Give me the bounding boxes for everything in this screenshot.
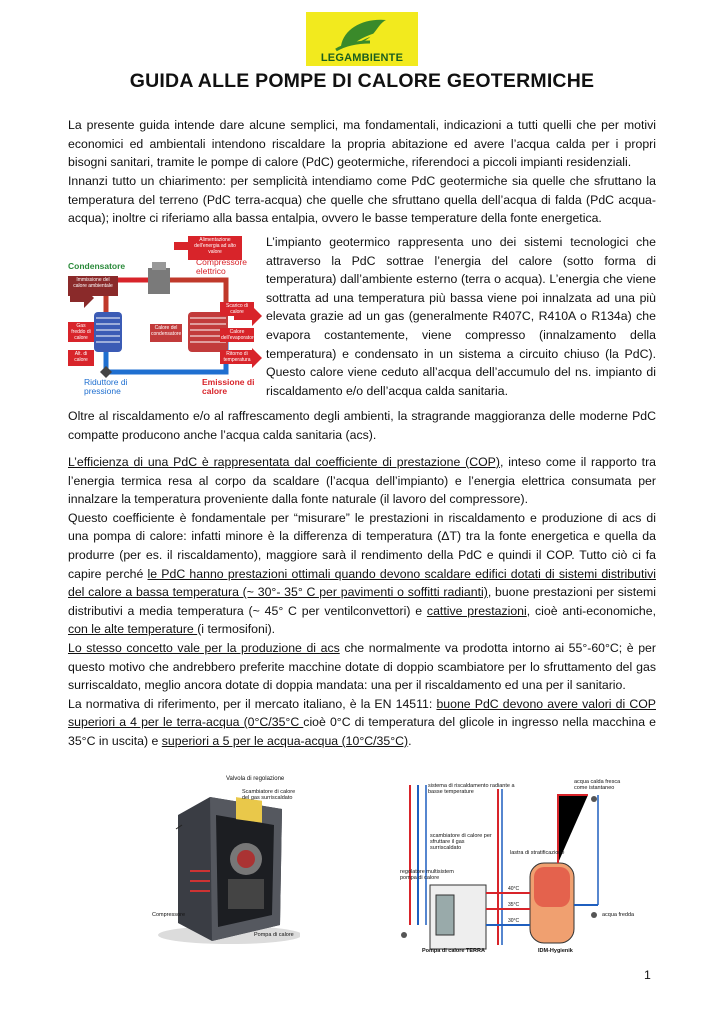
cop-text-4: , cioè anti-economiche,: [526, 603, 656, 618]
label-condensatore: Condensatore: [68, 261, 126, 271]
label-idm: IDM-Hygienik: [538, 948, 573, 954]
label-valvola: Valvola di regolazione: [226, 776, 285, 782]
label-compressore: Compressore elettrico: [196, 257, 248, 276]
system-schematic-graphic: [398, 775, 638, 955]
page-number: 1: [644, 968, 651, 982]
cop-underline-6: buone PdC devono avere valori di COP superiori a 4 per le terra-acqua (0°C/35°C: [68, 696, 656, 730]
cop-text-7: La normativa di riferimento, per il mercato italiano, è la EN 14511:: [68, 696, 437, 711]
system-schematic-figure: [398, 775, 638, 955]
page-title: GUIDA ALLE POMPE DI CALORE GEOTERMICHE: [129, 70, 595, 92]
label-temp-40: 40°C: [508, 886, 520, 892]
cop-underline-4: con le alte temperature: [68, 622, 198, 637]
label-gas-freddo: Gas freddo di calore: [68, 322, 94, 342]
label-immissione: Immissione del calore ambientale: [68, 276, 118, 296]
cop-text-1: , inteso come il rapporto tra l’energia termica resa al corpo da scaldare (l’acqua dell’impianto) e l’energia elettrica consumata per innalzare la temperatura proveniente dalla fonte naturale (il lavoro del compressore).: [68, 455, 657, 507]
label-ritorno: Ritorno di temperatura: [220, 350, 254, 364]
label-pompa-calore: Pompa di calore: [254, 932, 294, 938]
label-calore-evaporatore: Calore dell'evaporatore: [221, 329, 257, 341]
label-lastra: lastra di stratificazione: [510, 850, 565, 856]
cop-text-2: Questo coefficiente è fondamentale per “misurare” le prestazioni in riscaldamento e produzione di acs di una pompa di calore: infatti minore è la differenza di temperatura (ΔT) tra la fonte energetica e quella da produrre (per es. il riscaldamento), maggiore sarà il rendimento della PdC e quindi il COP. Tutto ciò ci fa capire perché: [68, 510, 656, 581]
cop-paragraph: [68, 453, 656, 751]
label-alt-calore: Alt. di calore: [68, 350, 94, 366]
cop-underline-1: L’efficienza di una PdC è rappresentata dal coefficiente di prestazione (COP): [68, 455, 500, 469]
cop-underline-2: le PdC hanno prestazioni ottimali quando devono scaldare edifici dotati di sistemi distributivi del calore a bassa temperatura (~ 30°- 35° C per pavimenti o soffitti radianti): [68, 566, 656, 600]
cop-underline-3: cattive prestazioni: [426, 603, 527, 618]
side-paragraph: L’impianto geotermico rappresenta uno dei sistemi tecnologici che attraverso la PdC sottrae l’energia del calore (sotto forma di temperatura) dall’ambiente esterno (terra o acqua). L’energia che viene sottratta ad una temperatura più bassa viene poi innalzata ad una più elevata grazie ad un gas (generalmente R407C, R410A o R134a) che evapora costantemente, viene compresso (innalzamento della temperatura) e condensato in un sistema a circuito chiuso (la PdC). Questo calore viene ceduto all’acqua dell’accumulo del ns. impianto di riscaldamento e/o dell’acqua calda sanitaria.: [266, 235, 656, 398]
label-scarico: Scarico di calore: [220, 302, 254, 316]
label-alimentazione: Alimentazione dell'energia ad alto valore: [188, 236, 242, 260]
label-sistema-radiante: sistema di riscaldamento radiante a basse temperature: [428, 783, 515, 795]
label-regolatore: regolatore multisistem pompa di calore: [400, 869, 454, 881]
intro-paragraph-2: Innanzi tutto un chiarimento: per semplicità intendiamo come PdC geotermiche sia quelle che sfruttano la temperatura del terreno (PdC terra-acqua) che quelle che sfruttano quella dell’acqua di falda (PdC acqua-acqua); inoltre ci riferiamo alla bassa entalpia, ovvero le basse temperature della fonte energetica.: [68, 174, 656, 226]
label-riduttore: Riduttore di pressione: [84, 377, 128, 396]
cop-text-8: cioè 0°C di temperatura del glicole in ingresso nella macchina e 35°C in uscita) e: [68, 715, 656, 748]
heat-pump-cycle-diagram: [66, 232, 262, 400]
acs-paragraph: Oltre al riscaldamento e/o al raffrescamento degli ambienti, la stragrande maggioranza delle moderne PdC compatte producono anche l’acqua calda sanitaria (acs).: [68, 409, 656, 442]
logo-text: LEGAMBIENTE: [320, 52, 404, 64]
label-emissione: Emissione di calore: [202, 377, 255, 396]
cop-underline-7: superiori a 5 per le acqua-acqua (10°C/35°C): [161, 733, 409, 748]
label-scambiatore: Scambiatore di calore del gas surriscaldato: [242, 789, 296, 801]
cop-text-5: (i termosifoni).: [197, 622, 276, 637]
label-temp-35: 35°C: [508, 902, 520, 908]
label-temp-30: 30°C: [508, 918, 520, 924]
label-scambiatore-right: scambiatore di calore per sfruttare il gas surriscaldato: [430, 833, 492, 851]
cop-text-3: , buone prestazioni per sistemi distributivi a media temperatura (~ 45° C per ventilconvettori) e: [68, 585, 656, 618]
label-calore-condensatore: Calore del condensatore: [150, 324, 182, 342]
legambiente-logo: [306, 12, 418, 66]
label-pompa-terra: Pompa di calore TERRA: [422, 948, 485, 954]
heat-pump-unit-figure: [150, 775, 300, 945]
cop-text-6: che normalmente va prodotta intorno ai 55°-60°C; è per questo motivo che andrebbero preferite macchine dotate di doppio scambiatore per lo sfruttamento del gas surriscaldato, meglio ancora dotate di doppia mandata: una per il riscaldamento ed una per il sanitario.: [68, 640, 656, 693]
label-compressore-left: Compressore: [152, 912, 186, 918]
cop-underline-5: Lo stesso concetto vale per la produzione di acs: [68, 640, 340, 655]
label-acqua-calda: acqua calda fresca come istantaneo: [574, 779, 621, 791]
intro-paragraph-1: La presente guida intende dare alcune semplici, ma fondamentali, indicazioni a tutti quelli che per motivi economici ed ambientali intendono riscaldare la propria abitazione ed avere l’acqua calda per i propri bisogni sanitari, tramite le pompe di calore (PdC) geotermiche, riferendoci a piccoli impianti residenziali.: [68, 118, 656, 170]
cop-text-9: .: [408, 733, 412, 748]
label-acqua-fredda: acqua fredda: [602, 912, 635, 918]
